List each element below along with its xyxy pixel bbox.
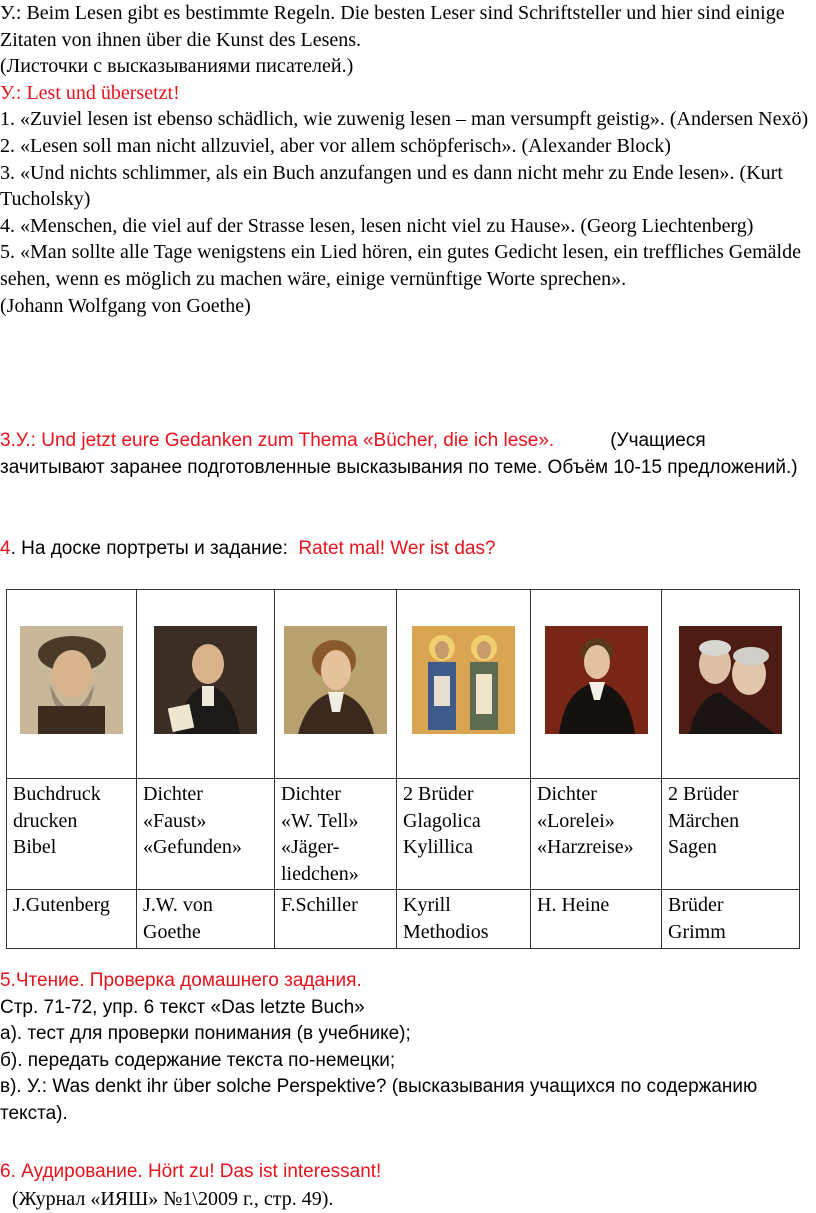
section-6-heading: 6. Аудирование. Hört zu! Das ist interessant! [0,1161,382,1182]
portrait-heine-image [545,626,648,734]
desc-line: Dichter [537,783,597,805]
section-3-heading: 3.У.: Und jetzt eure Gedanken zum Thema «Bücher, die ich lese». [0,430,555,451]
portrait-cell-kyrill-methodios [397,590,531,779]
desc-line: Glagolica [403,809,481,832]
intro-paragraph: У.: Beim Lesen gibt es bestimmte Regeln. Die besten Leser sind Schriftsteller und hier sind einige Zitaten von ihnen über die Kunst des Lesens. [0,2,785,51]
desc-line: «Jäger- [281,836,340,859]
desc-line: «Harzreise» [537,836,634,859]
portrait-cell-schiller [275,590,397,779]
quote-3: 3. «Und nichts schlimmer, als ein Buch anzufangen und es dann nicht mehr zu Ende lesen». (Kurt Tucholsky) [0,161,783,211]
portrait-schiller-image [284,626,387,734]
section-4 [0,536,810,563]
desc-cell-6 [662,779,800,890]
portrait-cell-heine [531,590,662,779]
intro-note: (Листочки с высказываниями писателей.) [0,55,354,78]
desc-cell-4 [397,779,531,890]
desc-line: «Lorelei» [537,809,615,832]
name-line: Goethe [143,920,201,943]
name-line: Kyrill [403,894,451,917]
section-4-text: . На доске портреты и задание: [10,538,288,559]
name-cell-6 [662,890,800,948]
section-4-number: 4 [0,538,11,559]
portrait-kyrill-methodios-image [412,626,515,734]
desc-line: Dichter [143,783,203,805]
section-5-line-3: б). передать содержание текста по-немецки; [0,1049,396,1071]
name-line: F.Schiller [281,894,358,917]
quote-4: 4. «Menschen, die viel auf der Strasse lesen, lesen nicht viel zu Hause». (Georg Liechtenberg) [0,214,754,237]
desc-line: «Faust» [143,809,207,832]
name-cell-5 [531,890,662,948]
portrait-goethe-image [154,626,257,734]
name-cell-4 [397,890,531,948]
section-3 [0,428,810,481]
section-3-note: (Учащиеся зачитывают заранее подготовленные высказывания по теме. Объём 10-15 предложений.) [0,430,798,478]
desc-line: 2 Brüder [668,783,739,805]
desc-line: Buchdruck [13,783,101,805]
portrait-gutenberg-image [20,626,123,734]
desc-cell-5 [531,779,662,890]
desc-line: 2 Brüder [403,783,474,805]
desc-line: Kylillica [403,836,473,859]
name-line: J.Gutenberg [13,894,110,917]
quote-5: 5. «Man sollte alle Tage wenigstens ein Lied hören, ein gutes Gedicht lesen, ein treffliches Gemälde sehen, wenn es möglich zu machen wäre, einige vernünftige Worte sprechen». [0,241,801,290]
name-line: Brüder [668,894,724,917]
section-5-line-2: а). тест для проверки понимания (в учебнике); [0,1023,411,1045]
task-translate: У.: Lest und übersetzt! [0,81,180,104]
name-line: Methodios [403,920,489,943]
desc-line: «Gefunden» [143,836,242,859]
name-cell-1 [7,890,137,948]
name-line: Grimm [668,920,726,943]
portrait-cell-grimm [662,590,800,779]
names-row [7,890,800,948]
portrait-cell-gutenberg [7,590,137,779]
desc-line: «W. Tell» [281,809,359,832]
name-cell-3 [275,890,397,948]
portraits-row [7,590,800,779]
desc-line: Märchen [668,809,740,832]
section-5 [0,968,810,1128]
desc-line: Sagen [668,836,717,859]
quote-2: 2. «Lesen soll man nicht allzuviel, aber vor allem schöpferisch». (Alexander Block) [0,134,671,157]
desc-cell-1 [7,779,137,890]
desc-cell-2 [137,779,275,890]
section-6 [0,1159,810,1212]
portraits-table [6,589,800,949]
intro-block [0,0,810,319]
portrait-cell-goethe [137,590,275,779]
name-cell-2 [137,890,275,948]
section-6-source: (Журнал «ИЯШ» №1\2009 г., стр. 49). [12,1187,334,1210]
portrait-grimm-image [679,626,782,734]
quote-5-author: (Johann Wolfgang von Goethe) [0,294,251,317]
desc-line: drucken [13,809,78,832]
section-4-task: Ratet mal! Wer ist das? [298,538,496,559]
desc-line: liedchen» [281,862,359,885]
desc-line: Bibel [13,836,57,859]
section-5-line-1: Стр. 71-72, упр. 6 текст «Das letzte Buch» [0,996,365,1018]
section-5-line-4: в). У.: Was denkt ihr über solche Perspektive? (высказывания учащихся по содержанию текста). [0,1076,758,1124]
name-line: J.W. von [143,894,213,917]
section-5-heading: 5.Чтение. Проверка домашнего задания. [0,970,362,991]
descriptions-row [7,779,800,890]
desc-line: Dichter [281,783,341,805]
desc-cell-3 [275,779,397,890]
quote-1: 1. «Zuviel lesen ist ebenso schädlich, wie zuwenig lesen – man versumpft geistig». (Andersen Nexö) [0,108,809,131]
name-line: H. Heine [537,894,610,917]
